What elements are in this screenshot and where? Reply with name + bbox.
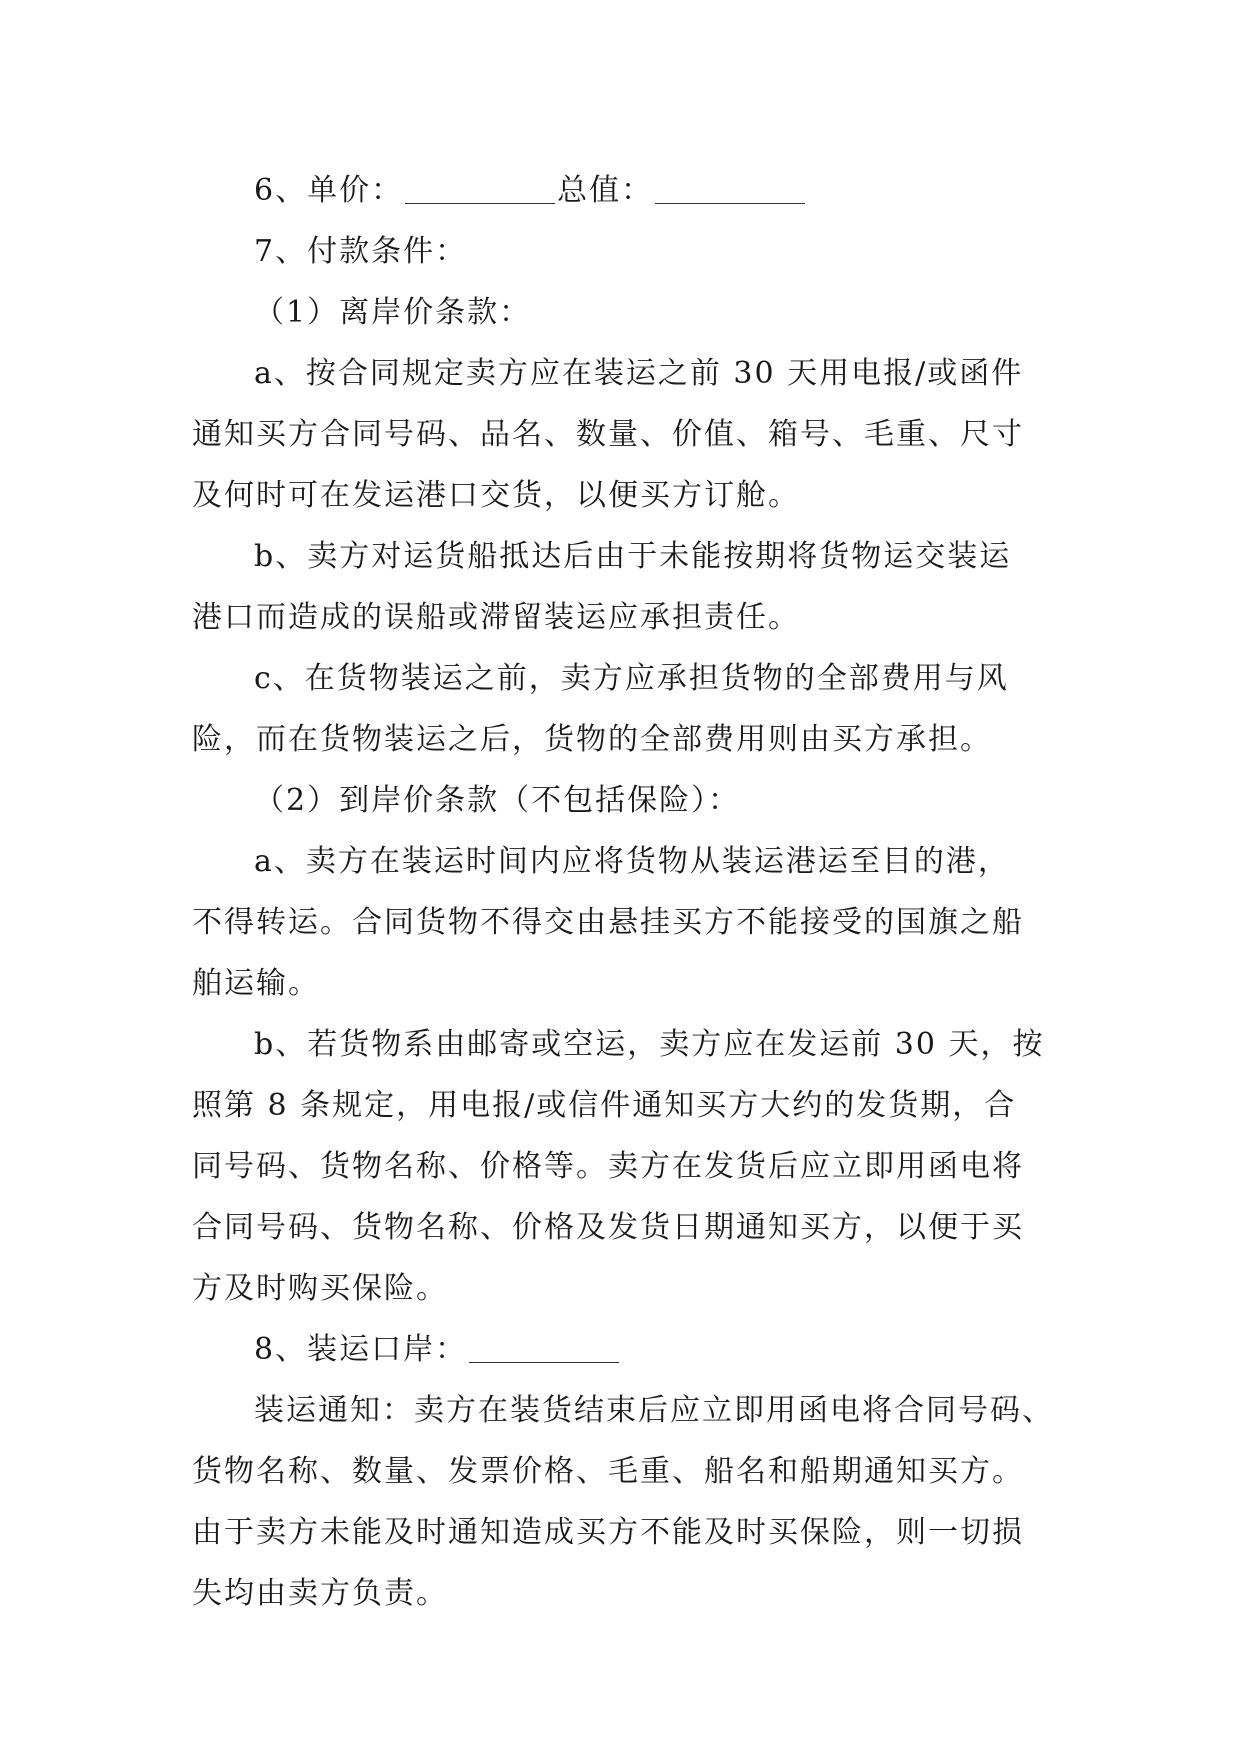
shipping-notice-line-4: 失均由卖方负责。 [192,1576,448,1611]
document-page [192,160,1052,1624]
cfr-clause-b-line-4: 合同号码、货物名称、价格及发货日期通知买方，以便于买 [192,1210,1024,1245]
unit-price-label: 6、单价： [254,173,404,208]
payment-terms-heading: 7、付款条件： [254,234,468,269]
fob-terms-heading: （1）离岸价条款： [254,295,532,330]
total-value-blank [655,173,805,204]
total-value-label: 总值： [557,173,654,208]
unit-price-blank [405,173,555,204]
fob-clause-a-line-1: a、按合同规定卖方应在装运之前 30 天用电报/或函件 [254,356,1024,391]
cfr-terms-heading: （2）到岸价条款（不包括保险）： [254,783,741,818]
cfr-clause-b-line-3: 同号码、货物名称、价格等。卖方在发货后应立即用函电将 [192,1149,1024,1184]
loading-port-label: 8、装运口岸： [254,1332,468,1367]
fob-clause-c-line-1: c、在货物装运之前，卖方应承担货物的全部费用与风 [254,661,1009,696]
cfr-clause-b-line-1: b、若货物系由邮寄或空运，卖方应在发运前 30 天，按 [254,1027,1045,1062]
fob-clause-b-line-1: b、卖方对运货船抵达后由于未能按期将货物运交装运 [254,539,1012,574]
unit-price-line [192,160,1052,221]
fob-clause-a-line-2: 通知买方合同号码、品名、数量、价值、箱号、毛重、尺寸 [192,417,1024,452]
cfr-clause-b-line-2: 照第 8 条规定，用电报/或信件通知买方大约的发货期，合 [192,1088,1017,1123]
shipping-notice-line-3: 由于卖方未能及时通知造成买方不能及时买保险，则一切损 [192,1515,1024,1550]
fob-clause-c-line-2: 险，而在货物装运之后，货物的全部费用则由买方承担。 [192,722,992,757]
cfr-clause-b-line-5: 方及时购买保险。 [192,1271,448,1306]
loading-port-line [192,1319,1052,1380]
loading-port-blank [469,1332,619,1363]
fob-clause-a-line-3: 及何时可在发运港口交货，以便买方订舱。 [192,478,800,513]
cfr-clause-a-line-1: a、卖方在装运时间内应将货物从装运港运至目的港， [254,844,1010,879]
fob-clause-b-line-2: 港口而造成的误船或滞留装运应承担责任。 [192,600,800,635]
cfr-clause-a-line-3: 舶运输。 [192,966,320,1001]
cfr-clause-a-line-2: 不得转运。合同货物不得交由悬挂买方不能接受的国旗之船 [192,905,1024,940]
shipping-notice-line-2: 货物名称、数量、发票价格、毛重、船名和船期通知买方。 [192,1454,1024,1489]
shipping-notice-line-1: 装运通知：卖方在装货结束后应立即用函电将合同号码、 [254,1393,1054,1428]
